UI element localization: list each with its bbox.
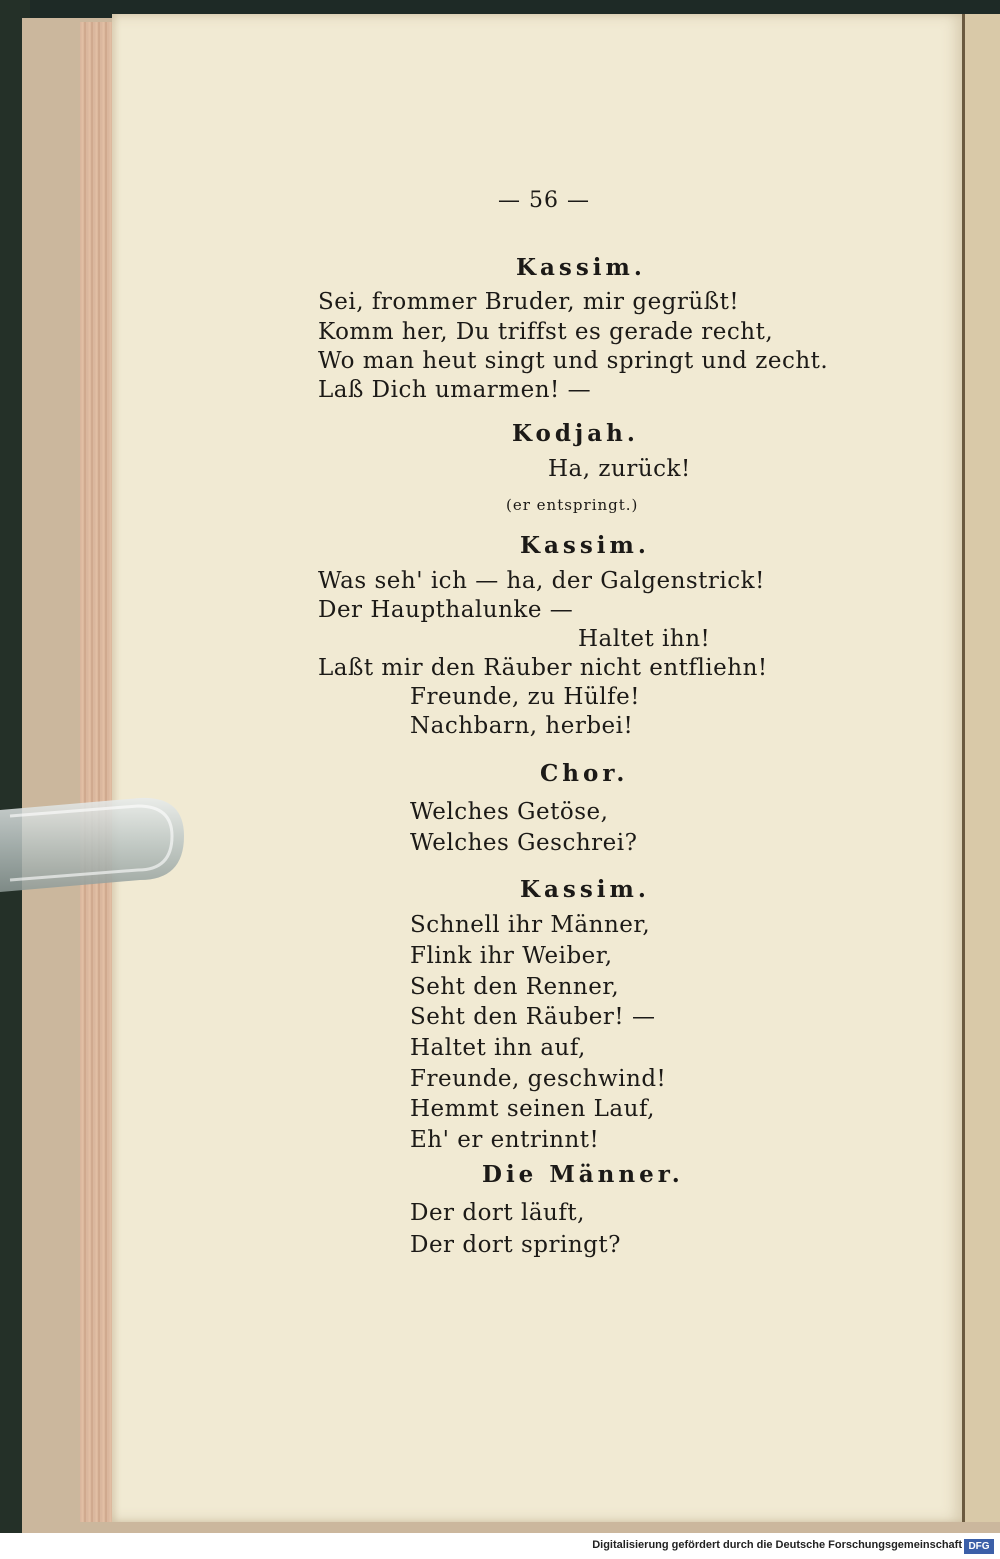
page-number: — 56 —	[498, 188, 590, 213]
verse-line: Freunde, geschwind!	[410, 1066, 667, 1092]
verse-line: Hemmt seinen Lauf,	[410, 1096, 655, 1122]
verse-line: Seht den Renner,	[410, 974, 620, 1000]
speaker-label: Kassim.	[520, 876, 650, 903]
digitization-credit: Digitalisierung gefördert durch die Deutsche Forschungsgemeinschaft	[592, 1539, 962, 1551]
verse-line: Laßt mir den Räuber nicht entfliehn!	[318, 655, 768, 681]
stage-direction: (er entspringt.)	[506, 496, 639, 514]
verse-line: Wo man heut singt und springt und zecht.	[318, 348, 829, 374]
verse-line: Flink ihr Weiber,	[410, 943, 613, 969]
verse-line: Der dort springt?	[410, 1232, 621, 1258]
speaker-label: Kassim.	[516, 254, 646, 281]
verse-line: Komm her, Du triffst es gerade recht,	[318, 319, 774, 345]
verse-line: Seht den Räuber! —	[410, 1004, 656, 1030]
dfg-logo: DFG	[964, 1539, 994, 1554]
speaker-label: Kassim.	[520, 532, 650, 559]
verse-line: Welches Getöse,	[410, 799, 609, 825]
verse-line: Laß Dich umarmen! —	[318, 377, 592, 403]
verse-line: Nachbarn, herbei!	[410, 713, 634, 739]
speaker-label: Chor.	[540, 760, 629, 787]
speaker-label: Kodjah.	[512, 420, 639, 447]
verse-line: Der Haupthalunke —	[318, 597, 574, 623]
verse-line: Sei, frommer Bruder, mir gegrüßt!	[318, 289, 740, 315]
verse-line: Was seh' ich — ha, der Galgenstrick!	[318, 568, 765, 594]
verse-line: Haltet ihn auf,	[410, 1035, 586, 1061]
verse-line: Ha, zurück!	[548, 456, 691, 482]
speaker-label: Die Männer.	[482, 1161, 684, 1188]
verse-line: Eh' er entrinnt!	[410, 1127, 600, 1153]
verse-line: Schnell ihr Männer,	[410, 912, 651, 938]
verse-line: Freunde, zu Hülfe!	[410, 684, 640, 710]
verse-line: Haltet ihn!	[578, 626, 711, 652]
verse-line: Welches Geschrei?	[410, 830, 638, 856]
verse-line: Der dort läuft,	[410, 1200, 585, 1226]
